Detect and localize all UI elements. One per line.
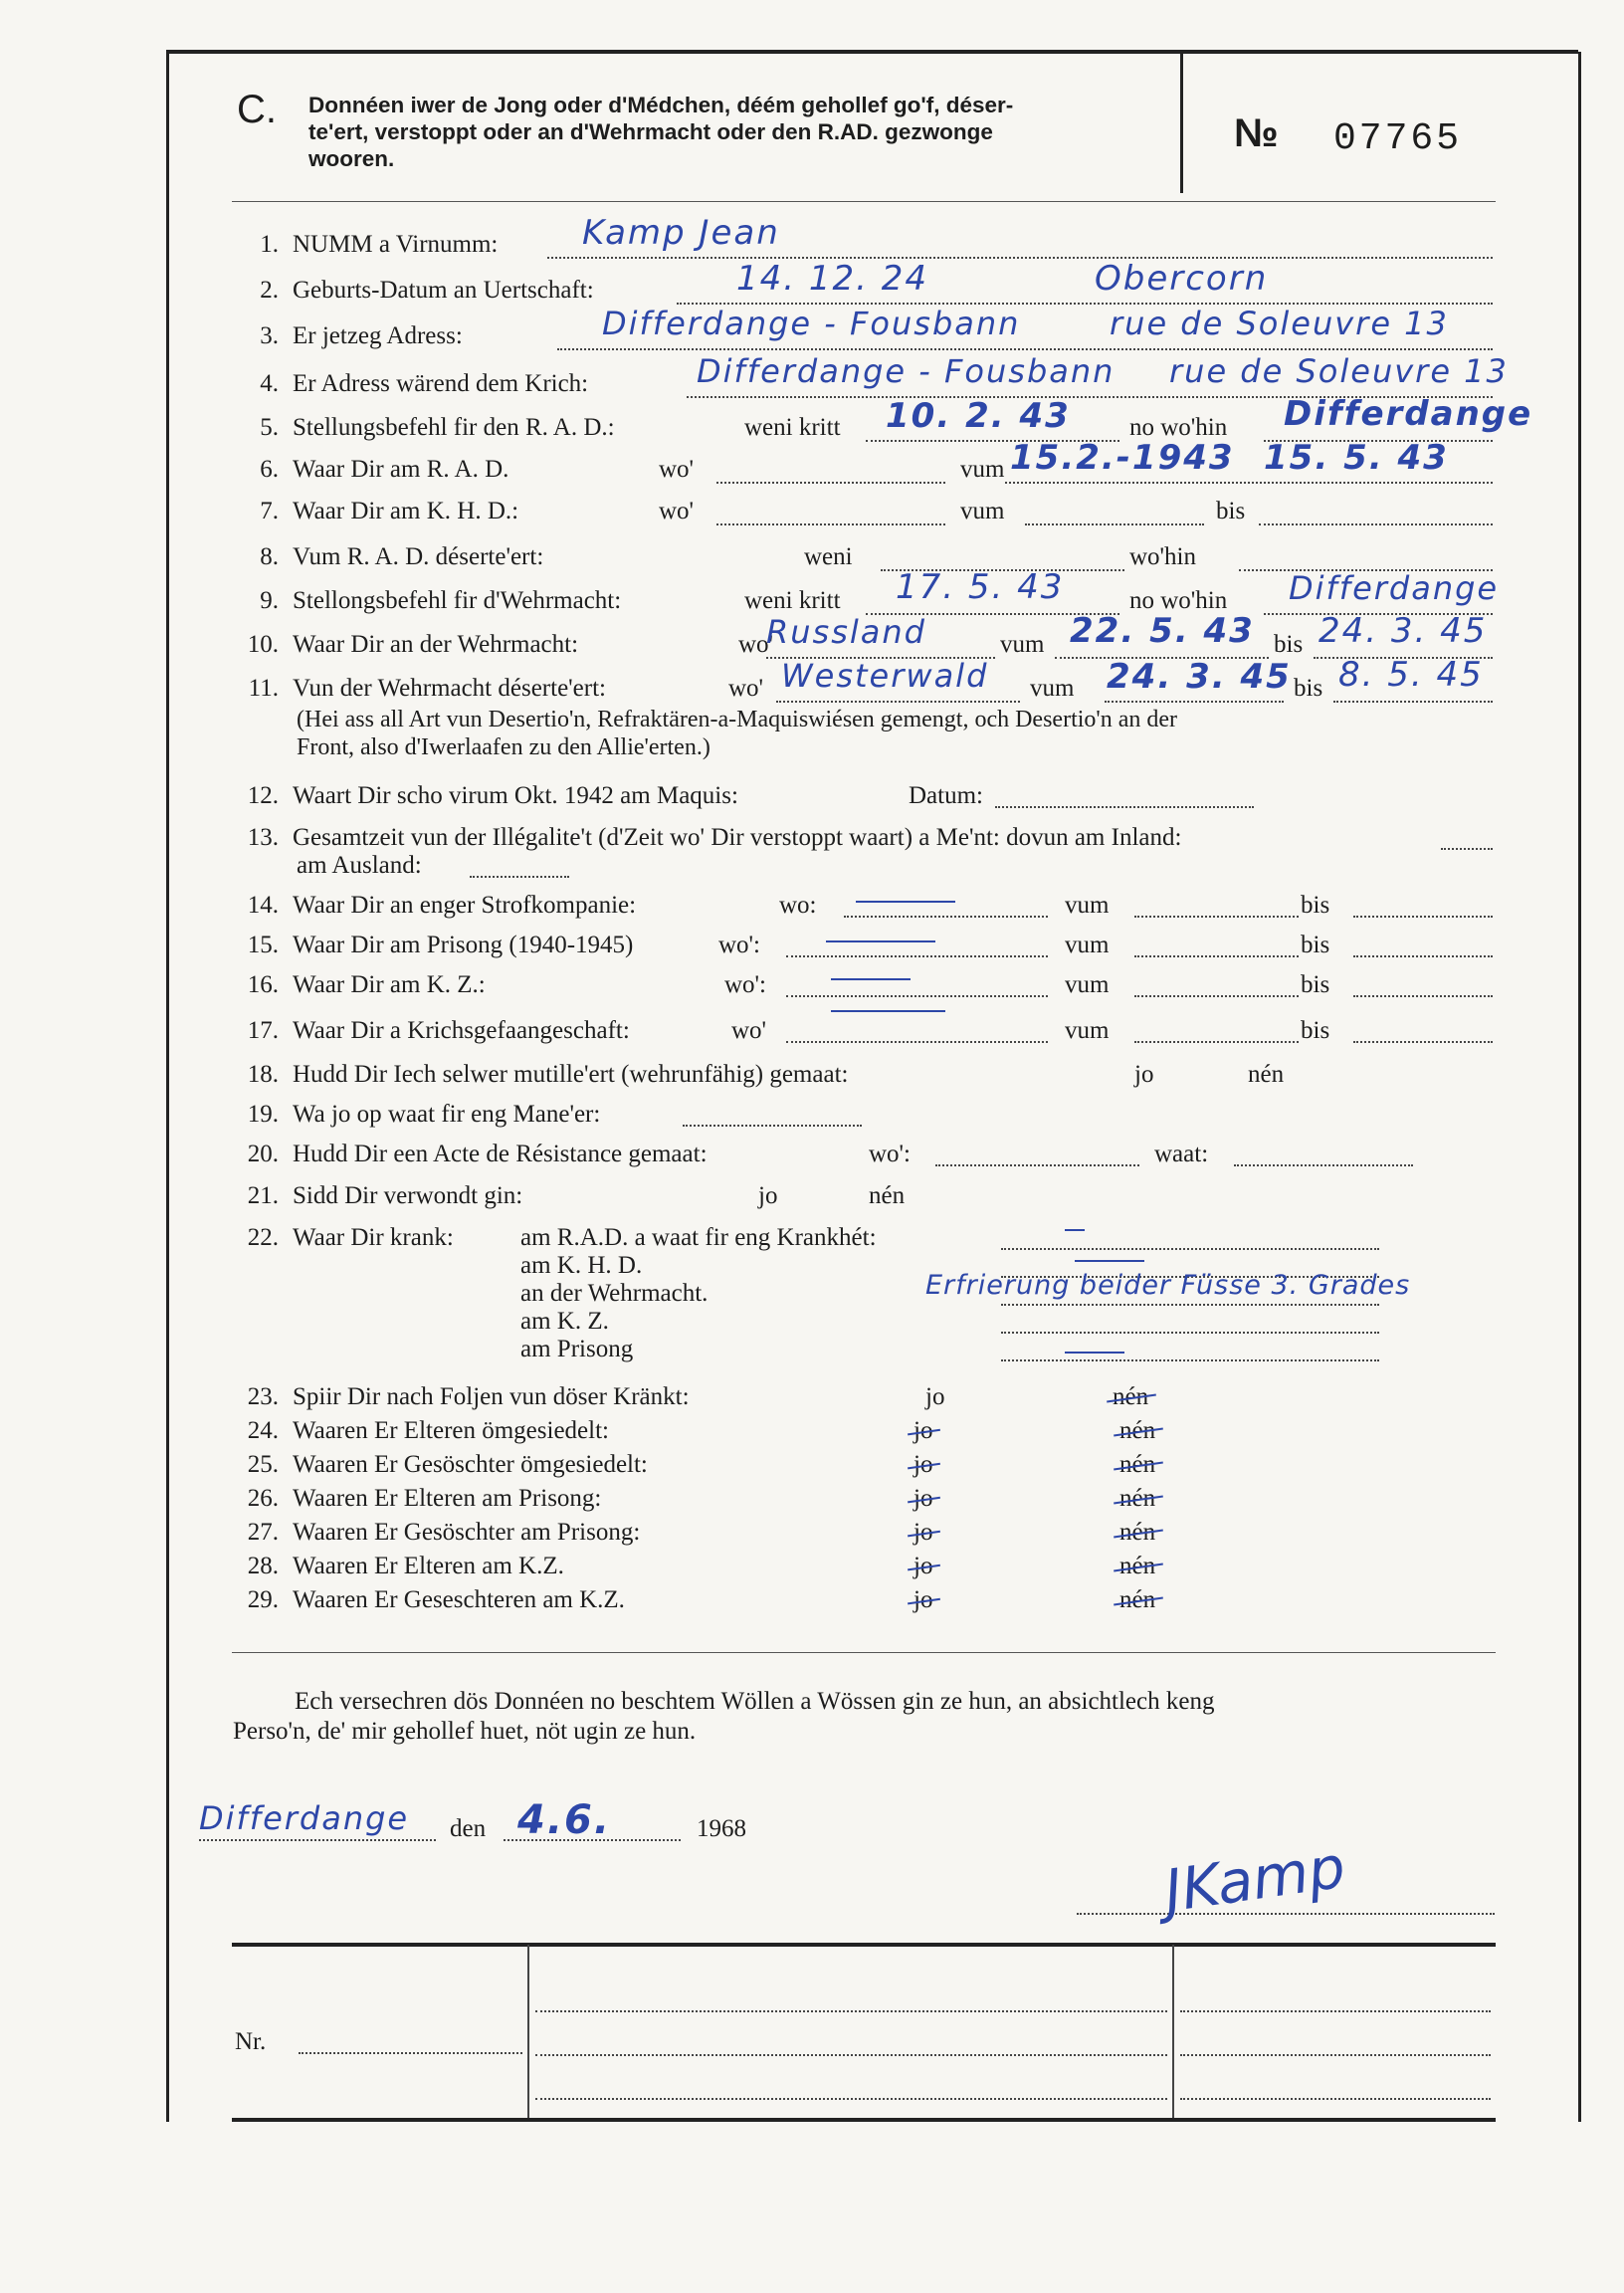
vum-label: vum	[960, 498, 1005, 524]
wohin-label: wo'hin	[1129, 543, 1197, 570]
row-label: Stellongsbefehl fir d'Wehrmacht:	[293, 587, 622, 614]
row-number: 16.	[247, 971, 279, 998]
vum-label: vum	[960, 456, 1005, 483]
jo-option-struck[interactable]: jo	[914, 1519, 933, 1546]
footer-line[interactable]	[535, 2098, 1167, 2100]
jo-option-struck[interactable]: jo	[914, 1586, 933, 1613]
row-21	[229, 1182, 522, 1210]
row-number: 8.	[260, 543, 279, 570]
when-label: weni kritt	[744, 414, 841, 441]
row-label: Er jetzeg Adress:	[293, 322, 463, 349]
row-label: Waar Dir krank:	[293, 1224, 454, 1251]
resistance-waat-line[interactable]	[1234, 1164, 1413, 1166]
datum-label: Datum:	[909, 782, 983, 809]
row-label: NUMM a Virnumm:	[293, 231, 499, 258]
row-label: Waar Dir a Krichsgefaangeschaft:	[293, 1017, 630, 1044]
row-3	[229, 322, 463, 350]
row-number: 28.	[247, 1553, 279, 1579]
row-number: 5.	[260, 414, 279, 441]
wm-where-value: Differdange	[1289, 569, 1500, 607]
row-label: Spiir Dir nach Foljen vun döser Kränkt:	[293, 1383, 690, 1410]
desert-wo-line[interactable]	[776, 701, 1020, 703]
wm-bis-value: 24. 3. 45	[1319, 611, 1488, 651]
nen-option-struck[interactable]: nén	[1119, 1485, 1156, 1512]
row-label: Er Adress wärend dem Krich:	[293, 370, 589, 397]
pow-vum-line[interactable]	[1134, 1041, 1299, 1043]
bis-label: bis	[1301, 932, 1330, 958]
row-label: Hudd Dir een Acte de Résistance gemaat:	[293, 1141, 708, 1167]
row-15	[229, 932, 633, 959]
row-4	[229, 370, 588, 398]
desert-vum-value: 24. 3. 45	[1107, 657, 1292, 697]
row-label: Waaren Er Elteren am K.Z.	[293, 1553, 564, 1579]
row-number: 25.	[247, 1451, 279, 1478]
jo-option-struck[interactable]: jo	[914, 1451, 933, 1478]
wm-wo-value: Russland	[766, 613, 926, 651]
row-19	[229, 1101, 600, 1129]
row-28	[229, 1553, 564, 1580]
vum-label: vum	[1065, 892, 1110, 919]
row-18	[229, 1061, 848, 1089]
row-24	[229, 1417, 609, 1445]
row-number: 14.	[247, 892, 279, 919]
row-label: Vun der Wehrmacht déserte'ert:	[293, 675, 606, 702]
ill-prisong-line[interactable]	[1001, 1359, 1379, 1361]
rad-when-value: 10. 2. 43	[886, 396, 1071, 436]
row-2	[229, 277, 594, 305]
war-address-street-value: rue de Soleuvre 13	[1169, 352, 1509, 390]
row-number: 18.	[247, 1061, 279, 1088]
ill-wehrmacht-value: Erfrierung beider Füsse 3. Grades	[925, 1270, 1411, 1301]
vum-label: vum	[1065, 1017, 1110, 1044]
row-number: 7.	[260, 498, 279, 524]
row-label: Waaren Er Geseschteren am K.Z.	[293, 1586, 625, 1613]
jo-option[interactable]: jo	[758, 1182, 778, 1209]
ausland-label: am Ausland:	[297, 852, 422, 879]
row-9	[229, 587, 621, 615]
jo-option-struck[interactable]: jo	[914, 1553, 933, 1579]
row-12	[229, 782, 738, 810]
row-label: Stellungsbefehl fir den R. A. D.:	[293, 414, 615, 441]
row-label: Waaren Er Elteren am Prisong:	[293, 1485, 602, 1512]
where-label: no wo'hin	[1129, 414, 1228, 441]
ill-kz-line[interactable]	[1001, 1332, 1379, 1334]
row-number: 20.	[247, 1141, 279, 1167]
wo-label: wo':	[869, 1141, 912, 1167]
row-11-note-line2: Front, also d'Iwerlaafen zu den Allie'erten.)	[297, 734, 710, 760]
row-16	[229, 971, 486, 999]
bis-label: bis	[1301, 1017, 1330, 1044]
address-value: Differdange - Fousbann	[602, 305, 1021, 342]
bis-label: bis	[1216, 498, 1246, 524]
row-label: Waar Dir an der Wehrmacht:	[293, 631, 579, 658]
ill-rad-label: am R.A.D. a waat fir eng Krankhét:	[520, 1224, 877, 1251]
row-8	[229, 543, 543, 571]
row-number: 23.	[247, 1383, 279, 1410]
footer-bottom-rule	[232, 2118, 1496, 2122]
when-label: weni kritt	[744, 587, 841, 614]
row-20	[229, 1141, 708, 1168]
row-label: Waar Dir an enger Strofkompanie:	[293, 892, 637, 919]
birth-date-value: 14. 12. 24	[736, 259, 929, 299]
dash-mark	[826, 940, 935, 942]
row-7	[229, 498, 518, 525]
maquis-date-line[interactable]	[995, 806, 1254, 808]
place-line[interactable]	[199, 1839, 436, 1841]
wo-label: wo'	[731, 1017, 767, 1044]
dash-mark	[856, 901, 955, 903]
ausland-line[interactable]	[470, 876, 569, 878]
row-label: Waar Dir am Prisong (1940-1945)	[293, 932, 634, 958]
row-number: 21.	[247, 1182, 279, 1209]
section-letter: C.	[237, 88, 277, 131]
desert-bis-value: 8. 5. 45	[1338, 655, 1484, 695]
row-number: 24.	[247, 1417, 279, 1444]
nen-option[interactable]: nén	[869, 1182, 906, 1209]
row-11-note-line1: (Hei ass all Art vun Desertio'n, Refraktären-a-Maquiswiésen gemengt, och Desertio'n an der	[297, 707, 1178, 732]
ill-wehrmacht-label: an der Wehrmacht.	[520, 1280, 709, 1307]
wo-label: wo:	[779, 892, 817, 919]
header-divider	[1180, 54, 1183, 193]
ill-kz-label: am K. Z.	[520, 1308, 609, 1335]
row-number: 17.	[247, 1017, 279, 1044]
row-17	[229, 1017, 630, 1045]
dash-mark	[831, 978, 911, 980]
form-number: 07765	[1333, 117, 1463, 160]
row-label: Waar Dir am K. Z.:	[293, 971, 486, 998]
row-number: 19.	[247, 1101, 279, 1128]
bis-label: bis	[1301, 971, 1330, 998]
row-1	[229, 231, 498, 259]
row-number: 2.	[260, 277, 279, 304]
rad-from-value: 15.2.-1943	[1010, 438, 1235, 478]
footer-line[interactable]	[1180, 2010, 1491, 2012]
row-number: 29.	[247, 1586, 279, 1613]
strof-vum-line[interactable]	[1134, 916, 1299, 918]
row-label: Wa jo op waat fir eng Mane'er:	[293, 1101, 601, 1128]
title-line-2: te'ert, verstoppt oder an d'Wehrmacht oder den R.AD. gezwonge	[308, 119, 993, 144]
rad-where-value: Differdange	[1284, 394, 1533, 434]
nen-option-struck[interactable]: nén	[1113, 1383, 1149, 1410]
nen-option-struck[interactable]: nén	[1119, 1586, 1156, 1613]
prisong-vum-line[interactable]	[1134, 955, 1299, 957]
war-address-value: Differdange - Fousbann	[697, 352, 1116, 390]
row-label: Sidd Dir verwondt gin:	[293, 1182, 523, 1209]
bis-label: bis	[1294, 675, 1323, 702]
row-label: Gesamtzeit vun der Illégalite't (d'Zeit wo' Dir verstoppt waart) a Me'nt: dovun am Inland:	[293, 824, 1182, 851]
row-label: Waar Dir am R. A. D.	[293, 456, 509, 483]
footer-top-rule	[232, 1943, 1496, 1947]
vum-label: vum	[1030, 675, 1075, 702]
footer-line[interactable]	[1180, 2098, 1491, 2100]
dash-mark	[1075, 1260, 1144, 1262]
dash-mark	[1065, 1352, 1124, 1354]
khd-wo-line[interactable]	[716, 523, 945, 525]
row-5	[229, 414, 615, 442]
wo-label: wo':	[718, 932, 761, 958]
nen-option[interactable]: nén	[1248, 1061, 1285, 1088]
row-29	[229, 1586, 625, 1614]
row-number: 11.	[248, 675, 279, 702]
year-text: 1968	[697, 1815, 746, 1842]
row-label: Waaren Er Gesöschter am Prisong:	[293, 1519, 641, 1546]
wo-label: wo':	[724, 971, 767, 998]
khd-bis-line[interactable]	[1259, 523, 1493, 525]
wo-label: wo'	[659, 456, 695, 483]
wm-vum-value: 22. 5. 43	[1070, 611, 1255, 651]
row-10	[229, 631, 578, 659]
title-line-3: wooren.	[308, 146, 395, 171]
den-label: den	[450, 1815, 487, 1842]
row-label: Waart Dir scho virum Okt. 1942 am Maquis:	[293, 782, 738, 809]
waat-label: waat:	[1154, 1141, 1209, 1167]
address-field-line[interactable]	[557, 348, 1493, 350]
bis-label: bis	[1301, 892, 1330, 919]
wo-label: wo'	[728, 675, 764, 702]
row-label: Waaren Er Elteren ömgesiedelt:	[293, 1417, 609, 1444]
wo-label: wo'	[738, 631, 774, 658]
row-label: Waaren Er Gesöschter ömgesiedelt:	[293, 1451, 648, 1478]
ill-prisong-label: am Prisong	[520, 1336, 634, 1362]
row-11	[229, 675, 606, 703]
date-value: 4.6.	[517, 1797, 612, 1843]
pow-bis-line[interactable]	[1353, 1041, 1493, 1043]
rad-wo-line[interactable]	[716, 482, 945, 484]
birth-place-value: Obercorn	[1095, 259, 1269, 299]
resistance-wo-line[interactable]	[935, 1164, 1139, 1166]
row-25	[229, 1451, 648, 1479]
inland-line[interactable]	[1441, 848, 1493, 850]
footer-column-divider	[527, 1945, 529, 2118]
vum-label: vum	[1000, 631, 1045, 658]
row-label: Waar Dir am K. H. D.:	[293, 498, 519, 524]
footer-column-divider	[1172, 1945, 1174, 2118]
ill-wehrmacht-line[interactable]	[1001, 1304, 1379, 1306]
desert-wo-value: Westerwald	[781, 657, 989, 695]
header-rule	[232, 201, 1496, 202]
declaration-line-1: Ech versechren dös Donnéen no beschtem Wöllen a Wössen gin ze hun, an absichtlech keng	[295, 1688, 1215, 1715]
bis-label: bis	[1274, 631, 1304, 658]
row-label: Hudd Dir Iech selwer mutille'ert (wehrunfähig) gemaat:	[293, 1061, 849, 1088]
wo-label: wo'	[659, 498, 695, 524]
where-label: no wo'hin	[1129, 587, 1228, 614]
row-number: 22.	[247, 1224, 279, 1251]
ill-khd-label: am K. H. D.	[520, 1252, 643, 1279]
pow-wo-line[interactable]	[786, 1041, 1048, 1043]
signature: JKamp	[1160, 1832, 1349, 1926]
row-number: 6.	[260, 456, 279, 483]
signature-line[interactable]	[1077, 1913, 1495, 1915]
kz-bis-line[interactable]	[1353, 995, 1493, 997]
desert-vum-line[interactable]	[1105, 701, 1284, 703]
footer-line[interactable]	[1180, 2054, 1491, 2056]
row-13	[229, 824, 1181, 852]
section-title	[308, 92, 1164, 172]
footer-line[interactable]	[535, 2010, 1167, 2012]
kz-vum-line[interactable]	[1134, 995, 1299, 997]
rad-period-line[interactable]	[1005, 482, 1493, 484]
row-22	[229, 1224, 454, 1252]
row-27	[229, 1519, 640, 1547]
declaration-line-2: Perso'n, de' mir gehollef huet, nöt ugin ze hun.	[233, 1718, 697, 1745]
declaration-rule	[232, 1652, 1496, 1653]
row-6	[229, 456, 508, 484]
dash-mark	[831, 1010, 945, 1012]
row-number: 15.	[247, 932, 279, 958]
row-number: 12.	[247, 782, 279, 809]
row-number: 3.	[260, 322, 279, 349]
nen-option-struck[interactable]: nén	[1119, 1451, 1156, 1478]
place-value: Differdange	[199, 1799, 410, 1837]
title-line-1: Donnéen iwer de Jong oder d'Médchen, déém gehollef go'f, déser-	[308, 93, 1014, 117]
number-label: №	[1234, 111, 1279, 155]
vum-label: vum	[1065, 932, 1110, 958]
nen-option-struck[interactable]: nén	[1119, 1417, 1156, 1444]
row-number: 26.	[247, 1485, 279, 1512]
row-number: 9.	[260, 587, 279, 614]
row-26	[229, 1485, 601, 1513]
row-label: Vum R. A. D. déserte'ert:	[293, 543, 544, 570]
prisong-wo-line[interactable]	[786, 955, 1048, 957]
ill-rad-line[interactable]	[1001, 1248, 1379, 1250]
nr-field-line[interactable]	[299, 2052, 522, 2054]
weni-label: weni	[804, 543, 853, 570]
rad-to-value: 15. 5. 43	[1264, 438, 1449, 478]
row-number: 10.	[247, 631, 279, 658]
khd-vum-line[interactable]	[1025, 523, 1204, 525]
kz-wo-line[interactable]	[786, 995, 1048, 997]
name-value: Kamp Jean	[582, 213, 780, 253]
strof-bis-line[interactable]	[1353, 916, 1493, 918]
row-label: Geburts-Datum an Uertschaft:	[293, 277, 594, 304]
row-number: 27.	[247, 1519, 279, 1546]
footer-line[interactable]	[535, 2054, 1167, 2056]
desert-bis-line[interactable]	[1333, 701, 1493, 703]
jo-option[interactable]: jo	[925, 1383, 945, 1410]
row-number: 4.	[260, 370, 279, 397]
address-street-value: rue de Soleuvre 13	[1110, 305, 1449, 342]
nen-option-struck[interactable]: nén	[1119, 1519, 1156, 1546]
nr-label: Nr.	[235, 2028, 267, 2055]
prisong-bis-line[interactable]	[1353, 955, 1493, 957]
nen-option-struck[interactable]: nén	[1119, 1553, 1156, 1579]
vum-label: vum	[1065, 971, 1110, 998]
row-23	[229, 1383, 690, 1411]
wm-when-value: 17. 5. 43	[896, 567, 1065, 607]
jo-option-struck[interactable]: jo	[914, 1417, 933, 1444]
jo-option-struck[interactable]: jo	[914, 1485, 933, 1512]
row-number: 1.	[260, 231, 279, 258]
dash-mark	[1065, 1229, 1085, 1231]
manner-line[interactable]	[683, 1125, 862, 1127]
jo-option[interactable]: jo	[1134, 1061, 1154, 1088]
strof-wo-line[interactable]	[844, 916, 1048, 918]
name-field-line[interactable]	[547, 257, 1493, 259]
row-14	[229, 892, 636, 920]
row-number: 13.	[247, 824, 279, 851]
